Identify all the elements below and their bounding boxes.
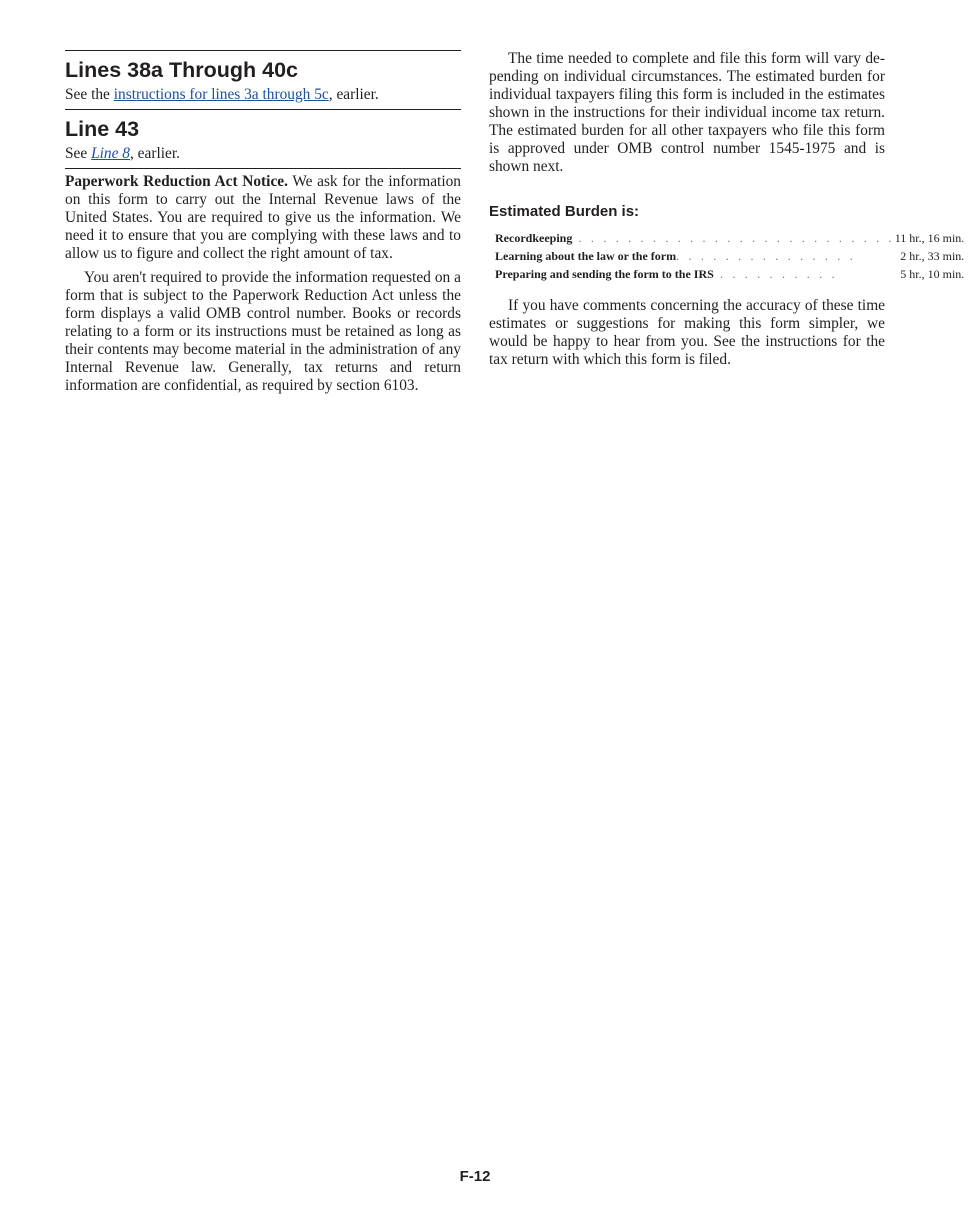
- paperwork-notice-paragraph: [65, 173, 461, 263]
- section-reference-lines-38a-40c: [65, 86, 461, 104]
- burden-label: Recordkeeping: [495, 231, 573, 245]
- right-column: [489, 50, 965, 369]
- leader-dots: . . . . . . . . . . . . . . . . . . . . . . . . . .: [572, 231, 895, 245]
- burden-value: 11 hr., 16 min.: [894, 231, 965, 245]
- burden-label-cell: [489, 230, 895, 247]
- burden-intro-paragraph: The time needed to complete and file this form will vary depending on individual circumstances. The estimated burden for individual taxpayers filing this form is included in the estimates shown in the instructions for their individual income tax return. The estimated burden for all other taxpayers who file this form is approved under OMB control number 1545-1975 and is shown next.: [489, 50, 885, 175]
- reference-prefix: See: [65, 145, 92, 162]
- burden-label-cell: [489, 265, 895, 283]
- leader-dots: . . . . . . . . . . . . . . .: [676, 249, 856, 263]
- page-number: F-12: [459, 1168, 491, 1185]
- estimated-burden-heading: Estimated Burden is:: [489, 203, 640, 220]
- burden-label-cell: [489, 247, 895, 265]
- section-divider: [65, 109, 461, 110]
- paperwork-notice-body: We ask for the information on this form to carry out the Internal Revenue laws of the United States. You are required to give us the information. We need it to ensure that you are complying with these laws and to allow us to figure and collect the right amount of tax.: [65, 173, 461, 262]
- section-divider: [65, 50, 461, 51]
- reference-prefix: See the: [65, 86, 114, 103]
- burden-row-preparing: [489, 265, 970, 283]
- reference-suffix: , earlier.: [129, 145, 180, 162]
- line-8-link[interactable]: Line 8: [91, 145, 130, 162]
- burden-row-recordkeeping: [489, 230, 970, 247]
- section-heading-lines-38a-40c: Lines 38a Through 40c: [65, 58, 298, 82]
- paperwork-notice-lead: Paperwork Reduction Act Notice.: [65, 173, 288, 190]
- estimated-burden-table: [489, 230, 970, 283]
- reference-suffix: , earlier.: [328, 86, 379, 103]
- section-heading-line-43: Line 43: [65, 117, 140, 141]
- left-column: [65, 50, 461, 395]
- leader-dots: . . . . . . . . . .: [713, 267, 838, 281]
- section-reference-line-43: [65, 145, 461, 163]
- burden-label: Learning about the law or the form: [495, 249, 677, 263]
- burden-value: 5 hr., 10 min.: [900, 267, 965, 281]
- paperwork-omb-paragraph: You aren't required to provide the information requested on a form that is subject to the Paperwork Reduction Act unless the form displays a valid OMB control number. Books or records relating to a form or its instructions must be retained as long as their contents may become material in the administration of any Internal Revenue law. Generally, tax returns and return information are confidential, as required by section 6103.: [65, 269, 461, 394]
- burden-label: Preparing and sending the form to the IRS: [495, 267, 714, 281]
- comments-paragraph: If you have comments concerning the accuracy of these time estimates or suggestions for making this form simpler, we would be happy to hear from you. See the instructions for the tax return with which this form is filed.: [489, 297, 885, 368]
- section-divider: [65, 168, 461, 169]
- burden-value: 2 hr., 33 min.: [900, 249, 965, 263]
- instructions-lines-3a-5c-link[interactable]: instructions for lines 3a through 5c: [113, 86, 329, 103]
- burden-row-learning: [489, 247, 970, 265]
